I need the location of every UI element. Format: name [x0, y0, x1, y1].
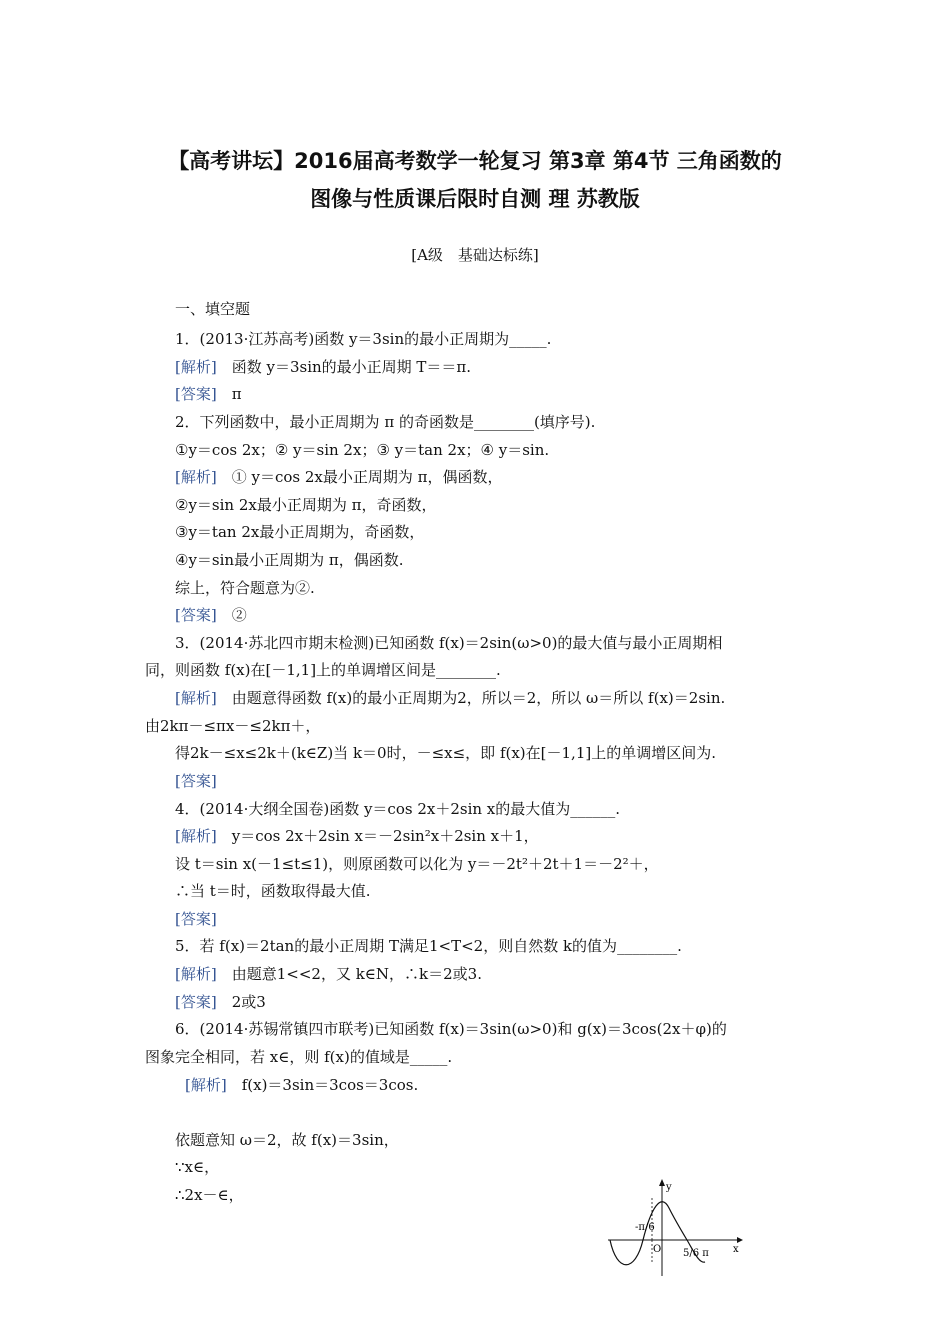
- text-line-q3: [175, 633, 722, 653]
- line-text: ②y＝sin 2x最小正周期为 π，奇函数，: [175, 496, 437, 514]
- line-text: y＝cos 2x＋2sin x＝－2sin²x＋2sin x＋1，: [216, 827, 539, 845]
- text-line-q6a2: [175, 1130, 399, 1150]
- line-text: ∵x∈，: [175, 1158, 220, 1176]
- line-tag: [解析]: [175, 827, 217, 845]
- text-line-q3a: [175, 688, 725, 708]
- text-line-q2a: [175, 467, 503, 487]
- line-tag: [答案]: [175, 993, 217, 1011]
- title-line-1: 【高考讲坛】2016届高考数学一轮复习 第3章 第4节 三角函数的: [168, 149, 782, 173]
- line-tag: [答案]: [175, 910, 217, 928]
- text-line-q4: [175, 799, 620, 819]
- text-line-q2a3: [175, 522, 424, 542]
- text-line-q2a5: [175, 578, 315, 598]
- text-line-q4c: [175, 909, 217, 929]
- title-line-2: 图像与性质课后限时自测 理 苏教版: [310, 187, 640, 211]
- text-line-q3a2: [145, 716, 320, 736]
- text-line-q5c: [175, 992, 266, 1012]
- text-line-q3c: [175, 771, 217, 791]
- text-line-q6: [175, 1019, 727, 1039]
- text-line-q6a3: [175, 1157, 219, 1177]
- line-text: ∴当 t＝时，函数取得最大值.: [175, 882, 371, 900]
- text-line-q1a-tag: [175, 357, 471, 377]
- line-tag: [答案]: [175, 772, 217, 790]
- level-label: [A级 基础达标练]: [411, 246, 539, 264]
- line-text: 6．(2014·苏锡常镇四市联考)已知函数 f(x)＝3sin(ω>0)和 g(x)＝3cos(2x＋φ)的: [175, 1020, 727, 1038]
- line-text: 设 t＝sin x(－1≤t≤1)，则原函数可以化为 y＝－2t²＋2t＋1＝－2²＋，: [175, 855, 659, 873]
- text-line-q4a2: [175, 854, 659, 874]
- x-axis-arrow-icon: [737, 1237, 743, 1243]
- line-text: 由题意得函数 f(x)的最小正周期为2，所以＝2，所以 ω＝所以 f(x)＝2sin.: [216, 689, 726, 707]
- x-axis-label: x: [733, 1244, 739, 1255]
- text-line-q1b-tag: [175, 384, 242, 404]
- line-text: 得2k－≤x≤2k＋(k∈Z)当 k＝0时，－≤x≤，即 f(x)在[－1,1]上的单调增区间为.: [175, 744, 716, 762]
- line-text: ① y＝cos 2x最小正周期为 π，偶函数，: [216, 468, 503, 486]
- line-text: 由题意1<<2，又 k∈N，∴k＝2或3.: [216, 965, 482, 983]
- line-text: 函数 y＝3sin的最小正周期 T＝＝π.: [216, 358, 472, 376]
- section-heading: 一、填空题: [175, 300, 251, 318]
- sine-graph-figure: [605, 1178, 745, 1278]
- text-line-q4a: [175, 826, 539, 846]
- line-text: 2或3: [216, 993, 266, 1011]
- line-tag: [答案]: [175, 385, 217, 403]
- right-tick-label: 5/6 π: [683, 1248, 709, 1259]
- line-tag: [解析]: [175, 689, 217, 707]
- y-axis-label: y: [666, 1182, 672, 1193]
- text-line-q3a3: [175, 743, 716, 763]
- line-text: 依题意知 ω＝2，故 f(x)＝3sin，: [175, 1131, 399, 1149]
- line-text: 2．下列函数中，最小正周期为 π 的奇函数是________(填序号).: [175, 413, 596, 431]
- line-text: ①y＝cos 2x；② y＝sin 2x；③ y＝tan 2x；④ y＝sin.: [175, 441, 550, 459]
- text-line-q2: [175, 412, 595, 432]
- line-tag: [解析]: [175, 965, 217, 983]
- text-line-q2opts: [175, 440, 549, 460]
- origin-label: O: [653, 1244, 662, 1255]
- text-line-q1: [175, 329, 551, 349]
- line-text: 3．(2014·苏北四市期末检测)已知函数 f(x)＝2sin(ω>0)的最大值与最小正周期相: [175, 634, 723, 652]
- text-line-q2a4: [175, 550, 403, 570]
- line-text: ∴2x－∈，: [175, 1186, 244, 1204]
- line-text: 综上，符合题意为②.: [175, 579, 315, 597]
- text-line-q4a3: [175, 881, 371, 901]
- line-tag: [解析]: [185, 1076, 227, 1094]
- line-tag: [解析]: [175, 358, 217, 376]
- line-text: 5．若 f(x)＝2tan的最小正周期 T满足1<T<2，则自然数 k的值为________.: [175, 937, 682, 955]
- line-text: 同，则函数 f(x)在[－1,1]上的单调增区间是________.: [145, 661, 501, 679]
- line-text: ④y＝sin最小正周期为 π，偶函数.: [175, 551, 404, 569]
- line-text: 4．(2014·大纲全国卷)函数 y＝cos 2x＋2sin x的最大值为______.: [175, 800, 621, 818]
- left-tick-label: -π/6: [635, 1222, 655, 1233]
- text-line-q6a: [185, 1075, 418, 1095]
- line-tag: [答案]: [175, 606, 217, 624]
- line-text: ③y＝tan 2x最小正周期为，奇函数，: [175, 523, 425, 541]
- text-line-q6b: [145, 1047, 452, 1067]
- line-text: 1．(2013·江苏高考)函数 y＝3sin的最小正周期为_____.: [175, 330, 552, 348]
- text-line-q5: [175, 936, 682, 956]
- line-text: f(x)＝3sin＝3cos＝3cos.: [226, 1076, 419, 1094]
- text-line-q5a: [175, 964, 482, 984]
- text-line-q6a4: [175, 1185, 244, 1205]
- text-line-q2b: [175, 605, 247, 625]
- line-text: π: [216, 385, 242, 403]
- text-line-q3b: [145, 660, 501, 680]
- document-title: [60, 142, 890, 218]
- line-text: ②: [216, 606, 247, 624]
- text-line-q2a2: [175, 495, 436, 515]
- y-axis-arrow-icon: [659, 1179, 665, 1186]
- line-text: 图象完全相同，若 x∈，则 f(x)的值域是_____.: [145, 1048, 453, 1066]
- line-tag: [解析]: [175, 468, 217, 486]
- line-text: 由2kπ－≤πx－≤2kπ＋，: [145, 717, 321, 735]
